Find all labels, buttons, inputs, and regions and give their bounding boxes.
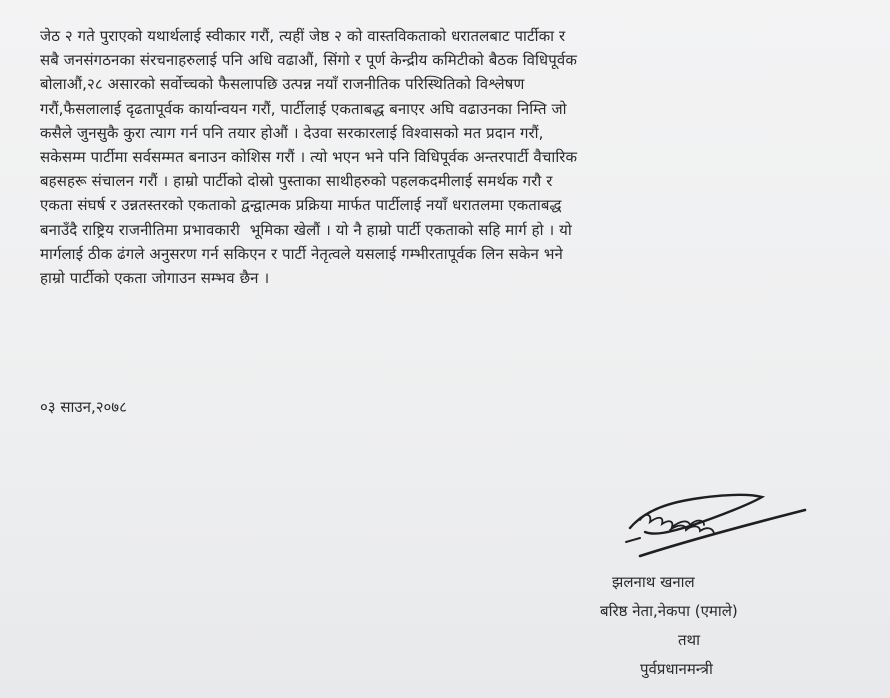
body-line: बोलाऔं,२८ असारको सर्वोच्चको फैसलापछि उत्पन्न नयाँ राजनीतिक परिस्थितिको विश्लेषण (40, 75, 525, 94)
letter-date: ०३ साउन,२०७८ (40, 398, 127, 416)
signatory-role: बरिष्ठ नेता,नेकपा (एमाले) (600, 602, 738, 620)
body-line: सकेसम्म पार्टीमा सर्वसम्मत बनाउन कोशिस गरौं । त्यो भएन भने पनि विधिपूर्वक अन्तरपार्टी वैचारिक (40, 148, 578, 167)
signatory-conjunction: तथा (678, 631, 701, 649)
body-line: कसैले जुनसुकै कुरा त्याग गर्न पनि तयार होऔं । देउवा सरकारलाई विश्वासको मत प्रदान गरौं, (40, 123, 544, 142)
body-line: गरौं,फैसलालाई दृढतापूर्वक कार्यान्वयन गरौं, पार्टीलाई एकताबद्ध बनाएर अघि वढाउनका निम्ति जो (40, 99, 567, 118)
body-line: सबै जनसंगठनका संरचनाहरुलाई पनि अधि वढाऔं, सिंगो र पूर्ण केन्द्रीय कमिटीको बैठक विधिपूर्वक (40, 51, 577, 70)
signatory-former-title: पुर्वप्रधानमन्त्री (640, 660, 713, 678)
body-line: बनाउँदै राष्ट्रिय राजनीतिमा प्रभावकारी भूमिका खेलौं । यो नै हाम्रो पार्टी एकताको सहि मार्ग हो । यो (40, 220, 572, 239)
body-line: जेठ २ गते पुराएको यथार्थलाई स्वीकार गरौं, त्यहीं जेष्ठ २ को वास्तविकताको धरातलबाट पार्टीका र (40, 27, 566, 45)
body-line: मार्गलाई ठीक ढंगले अनुसरण गर्न सकिएन र पार्टी नेतृत्वले यसलाई गम्भीरतापूर्वक लिन सकेन भने (40, 244, 563, 263)
body-line: एकता संघर्ष र उन्नतस्तरको एकताको द्वन्द्वात्मक प्रक्रिया मार्फत पार्टीलाई नयाँ धरातलमा एकताबद्ध (40, 196, 562, 215)
body-line: हाम्रो पार्टीको एकता जोगाउन सम्भव छैन । (40, 269, 270, 288)
handwritten-signature (600, 480, 820, 560)
signatory-name: झलनाथ खनाल (612, 573, 695, 591)
body-line: बहसहरू संचालन गरौं । हाम्रो पार्टीको दोस्रो पुस्ताका साथीहरुको पहलकदमीलाई समर्थक गरौ र (40, 172, 553, 191)
letter-body (40, 24, 870, 290)
signature-block (560, 568, 860, 684)
